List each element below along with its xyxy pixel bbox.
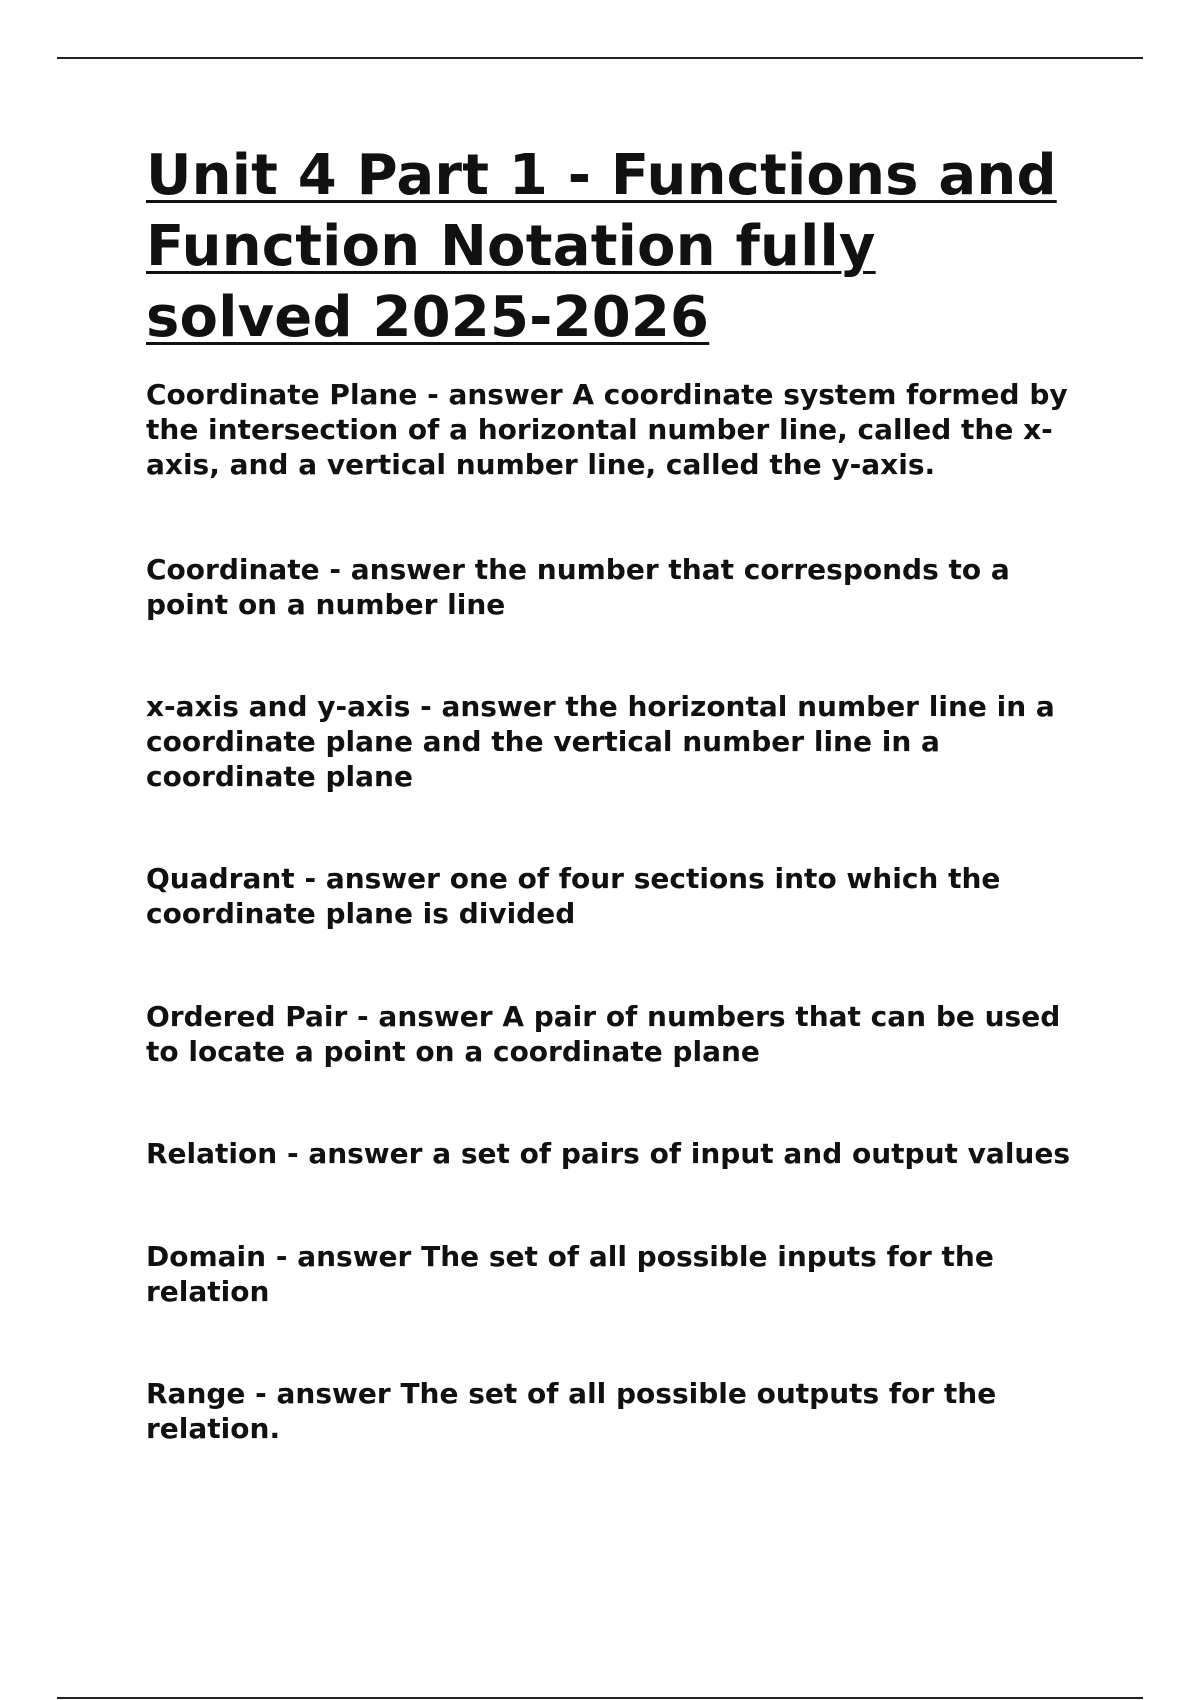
entry-relation: Relation - answer a set of pairs of input and output values [146, 1137, 1070, 1170]
top-rule [57, 57, 1143, 59]
entry-ordered-pair: Ordered Pair - answer A pair of numbers that can be used to locate a point on a coordinate plane [146, 1000, 1061, 1068]
entry-coordinate: Coordinate - answer the number that corresponds to a point on a number line [146, 553, 1010, 621]
document-title: Unit 4 Part 1 - Functions and Function Notation fully solved 2025-2026 [146, 143, 1057, 350]
entry-range: Range - answer The set of all possible outputs for the relation. [146, 1377, 997, 1445]
entry-domain: Domain - answer The set of all possible inputs for the relation [146, 1240, 994, 1308]
entry-quadrant: Quadrant - answer one of four sections into which the coordinate plane is divided [146, 862, 1001, 930]
entry-x-axis-y-axis: x-axis and y-axis - answer the horizontal number line in a coordinate plane and the vertical number line in a coordinate plane [146, 690, 1055, 793]
document-body [146, 140, 1086, 1446]
entry-coordinate-plane: Coordinate Plane - answer A coordinate system formed by the intersection of a horizontal number line, called the x-axis, and a vertical number line, called the y-axis. [146, 378, 1068, 481]
bottom-rule [57, 1697, 1143, 1699]
